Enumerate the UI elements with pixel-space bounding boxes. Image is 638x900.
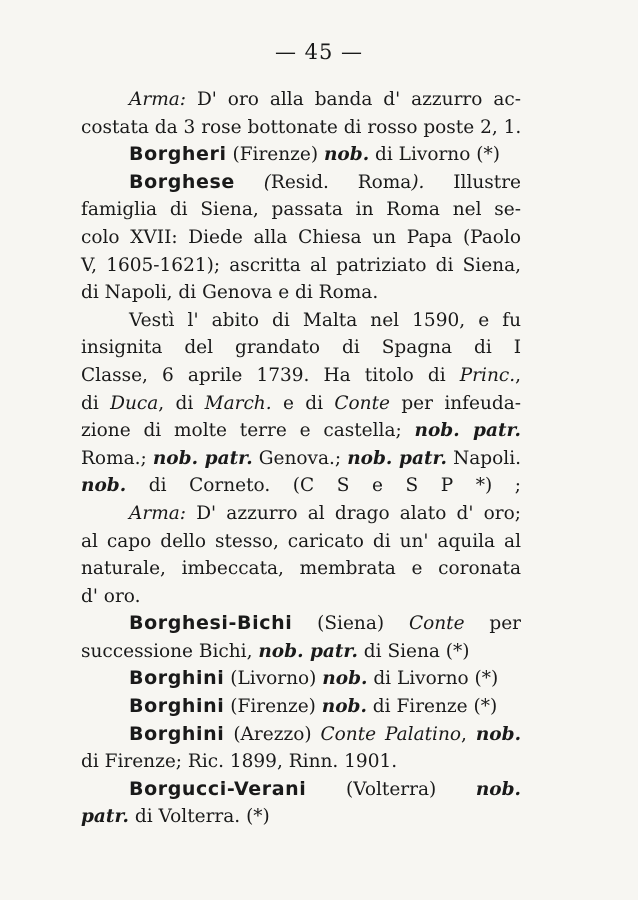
text-run: ).	[411, 171, 425, 193]
text-run: (Livorno)	[224, 668, 323, 690]
text-run: , di	[158, 392, 205, 414]
text-line	[81, 583, 521, 611]
text-run: Princ.	[459, 364, 516, 386]
text-run: Vestì l' abito di Malta nel 1590, e fu	[129, 309, 521, 331]
entry-surname: Borgucci-Verani	[129, 777, 307, 800]
text-run: Arma:	[129, 502, 187, 524]
text-run: d' oro.	[81, 585, 141, 607]
text-run: Conte	[334, 392, 390, 414]
text-line	[81, 638, 521, 666]
text-run: naturale, imbeccata, membrata e coronata	[81, 558, 521, 580]
text-run: Roma.;	[81, 447, 153, 469]
text-run: per infeuda-	[389, 392, 521, 414]
text-run: ;	[492, 475, 521, 497]
text-line	[81, 169, 521, 197]
text-run: nob. patr.	[152, 447, 253, 469]
text-run: nob.	[321, 696, 367, 718]
text-line	[81, 528, 521, 556]
text-line	[81, 721, 521, 749]
text-run: Arma:	[129, 89, 187, 110]
text-run: di Siena (*)	[357, 640, 470, 662]
text-run: (Firenze)	[224, 696, 322, 718]
text-run: patr.	[81, 806, 129, 828]
text-line	[81, 114, 521, 142]
entry-surname: Borghini	[129, 695, 225, 718]
text-line	[81, 279, 521, 307]
text-run: di Volterra. (*)	[128, 806, 270, 828]
text-run: successione Bichi,	[81, 640, 259, 662]
text-line	[81, 417, 521, 445]
text-run: nob.	[323, 144, 370, 166]
entry-surname: Borghese	[129, 170, 235, 193]
text-line	[81, 748, 521, 776]
text-run: di Firenze; Ric. 1899, Rinn. 1901.	[81, 751, 398, 773]
text-run: nob.	[322, 668, 368, 690]
text-run: D' oro alla banda d' azzurro ac-	[186, 89, 521, 110]
text-run: nob. patr.	[414, 420, 521, 442]
entry-surname: Borghesi-Bichi	[129, 612, 293, 635]
text-run: costata da 3 rose bottonate di rosso poste 2, 1.	[81, 116, 522, 138]
text-run: (Siena)	[292, 613, 409, 635]
text-run: Conte Palatino	[320, 723, 462, 745]
text-run: per	[464, 613, 522, 635]
text-line	[81, 362, 521, 390]
text-run: zione di molte terre e castella;	[81, 420, 415, 442]
text-run: (Volterra)	[306, 778, 476, 800]
text-run: di Corneto. (C S e S P *)	[126, 475, 493, 497]
text-run: Duca	[110, 392, 159, 414]
text-run: D' azzurro al drago alato d' oro;	[186, 502, 521, 524]
text-line	[81, 334, 521, 362]
page-body-text	[81, 86, 521, 831]
text-line	[81, 776, 521, 804]
text-run: Napoli.	[446, 447, 521, 469]
text-run: nob.	[81, 475, 127, 497]
text-run: Illustre	[424, 171, 521, 193]
text-line	[81, 693, 521, 721]
text-run: e di	[271, 392, 335, 414]
text-run: nob.	[475, 778, 521, 800]
text-run: famiglia di Siena, passata in Roma nel se-	[81, 199, 521, 221]
entry-surname: Borghini	[129, 667, 225, 690]
text-run: nob.	[475, 723, 522, 745]
text-line	[81, 224, 521, 252]
text-line	[81, 390, 521, 418]
text-run: (Arezzo)	[224, 723, 321, 745]
text-run: di Livorno (*)	[369, 144, 500, 166]
text-run: ,	[515, 364, 521, 386]
text-run	[235, 172, 264, 193]
text-line	[81, 141, 521, 169]
text-line	[81, 610, 521, 638]
text-line	[81, 86, 521, 114]
text-run: March.	[204, 392, 272, 414]
text-run: nob. patr.	[258, 640, 358, 662]
entry-surname: Borghini	[129, 722, 225, 745]
text-run: di Napoli, di Genova e di Roma.	[81, 282, 379, 304]
text-line	[81, 445, 521, 473]
text-line	[81, 472, 521, 500]
text-run: al capo dello stesso, caricato di un' aquila al	[81, 530, 521, 552]
text-line	[81, 307, 521, 335]
text-run: nob. patr.	[347, 447, 447, 469]
text-line	[81, 252, 521, 280]
text-run: (	[263, 171, 271, 193]
text-run: Classe, 6 aprile 1739. Ha titolo di	[81, 364, 460, 386]
text-run: V, 1605-1621); ascritta al patriziato di Siena,	[81, 254, 521, 276]
text-run: Conte	[408, 613, 465, 635]
entry-surname: Borgheri	[129, 143, 227, 166]
text-run: Resid. Roma	[270, 171, 412, 193]
page-number: — 45 —	[274, 40, 364, 64]
text-run: colo XVII: Diede alla Chiesa un Papa (Paolo	[81, 226, 521, 248]
text-line	[81, 665, 521, 693]
text-run: Genova.;	[252, 447, 348, 469]
text-line	[81, 803, 521, 831]
text-line	[81, 196, 521, 224]
text-run: ,	[461, 723, 476, 745]
text-run: di	[81, 392, 111, 414]
text-line	[81, 500, 521, 528]
text-run: insignita del grandato di Spagna di I	[81, 337, 521, 359]
text-run: di Firenze (*)	[366, 696, 498, 718]
text-run: (Firenze)	[226, 144, 324, 166]
text-run: di Livorno (*)	[367, 668, 499, 690]
text-line	[81, 555, 521, 583]
